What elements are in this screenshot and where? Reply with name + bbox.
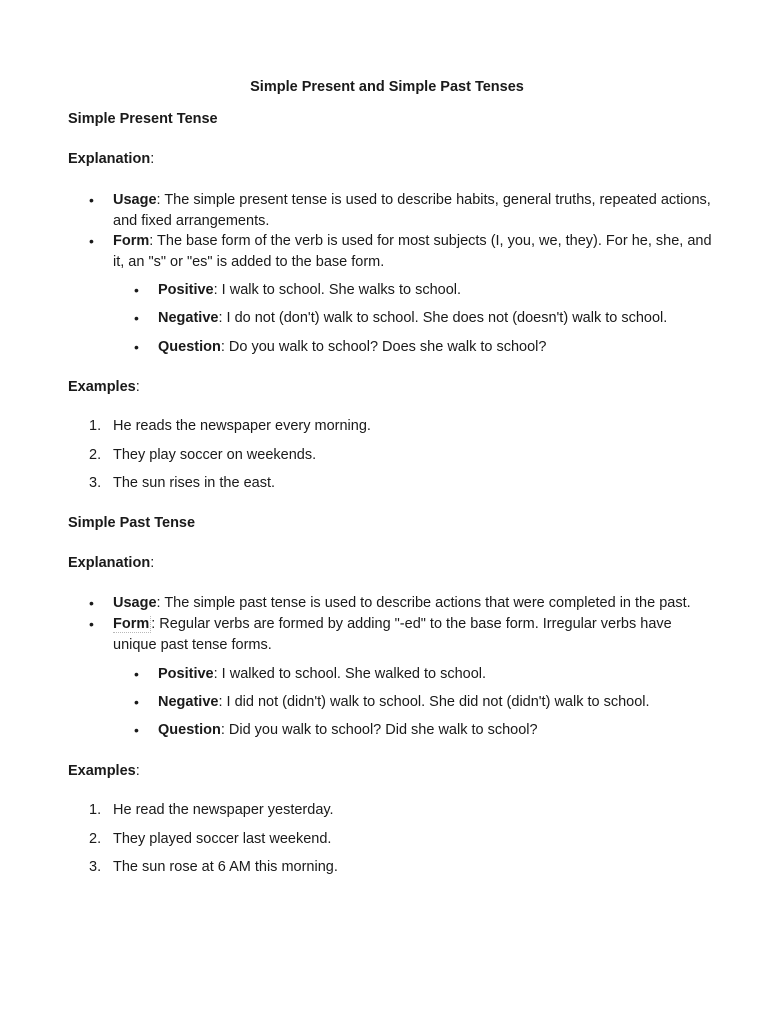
usage-text: : The simple present tense is used to describe habits, general truths, repeated actions, and fixed arrangements. <box>113 192 711 229</box>
example-number: 3. <box>89 859 102 875</box>
form-term: Form <box>113 233 150 249</box>
question-text: : Did you walk to school? Did she walk to school? <box>220 722 538 738</box>
sub-bullet-positive-present <box>158 281 718 299</box>
form-term: Form <box>113 616 150 632</box>
example-number: 2. <box>89 831 102 847</box>
colon: : <box>150 555 155 571</box>
example-text: They play soccer on weekends. <box>113 447 317 463</box>
question-term: Question <box>158 722 221 738</box>
usage-text: : The simple past tense is used to describe actions that were completed in the past. <box>156 595 691 611</box>
usage-term: Usage <box>113 595 157 611</box>
explanation-label-present <box>68 150 154 168</box>
negative-term: Negative <box>158 694 219 710</box>
example-item <box>89 417 371 435</box>
bullet-form-past <box>113 614 713 655</box>
explanation-term: Explanation <box>68 555 151 571</box>
example-text: They played soccer last weekend. <box>113 831 332 847</box>
examples-term: Examples <box>68 763 136 779</box>
example-text: He reads the newspaper every morning. <box>113 418 371 434</box>
example-number: 1. <box>89 418 102 434</box>
bullet-usage-past <box>113 593 713 614</box>
section-heading-past: Simple Past Tense <box>68 515 196 531</box>
positive-text: : I walked to school. She walked to school. <box>213 666 487 682</box>
examples-term: Examples <box>68 379 136 395</box>
example-text: The sun rose at 6 AM this morning. <box>113 859 338 875</box>
example-item <box>89 830 332 848</box>
negative-text: : I do not (don't) walk to school. She does not (doesn't) walk to school. <box>218 310 668 326</box>
bullet-form-present <box>113 231 713 272</box>
question-term: Question <box>158 339 221 355</box>
sub-bullet-negative-present <box>158 309 718 327</box>
negative-text: : I did not (didn't) walk to school. She did not (didn't) walk to school. <box>218 694 650 710</box>
colon: : <box>150 151 155 167</box>
example-item <box>89 446 317 464</box>
form-text: : The base form of the verb is used for most subjects (I, you, we, they). For he, she, and it, an "s" or "es" is added to the base form. <box>113 233 712 270</box>
explanation-label-past <box>68 554 154 572</box>
sub-bullet-negative-past <box>158 693 718 711</box>
example-item <box>89 858 338 876</box>
sub-bullet-question-present <box>158 338 718 356</box>
positive-term: Positive <box>158 282 214 298</box>
positive-text: : I walk to school. She walks to school. <box>213 282 462 298</box>
example-text: The sun rises in the east. <box>113 475 275 491</box>
example-number: 1. <box>89 802 102 818</box>
colon: : <box>135 763 140 779</box>
usage-term: Usage <box>113 192 157 208</box>
document-title: Simple Present and Simple Past Tenses <box>250 79 524 95</box>
example-text: He read the newspaper yesterday. <box>113 802 334 818</box>
examples-label-past <box>68 762 140 780</box>
explanation-term: Explanation <box>68 151 151 167</box>
form-text: : Regular verbs are formed by adding "-ed" to the base form. Irregular verbs have unique past tense forms. <box>113 616 672 653</box>
example-number: 3. <box>89 475 102 491</box>
negative-term: Negative <box>158 310 219 326</box>
bullet-usage-present <box>113 190 713 231</box>
example-item <box>89 801 334 819</box>
examples-label-present <box>68 378 140 396</box>
sub-bullet-positive-past <box>158 665 718 683</box>
example-number: 2. <box>89 447 102 463</box>
sub-bullet-question-past <box>158 721 718 739</box>
example-item <box>89 474 275 492</box>
question-text: : Do you walk to school? Does she walk to school? <box>220 339 547 355</box>
colon: : <box>135 379 140 395</box>
section-heading-present: Simple Present Tense <box>68 111 218 127</box>
positive-term: Positive <box>158 666 214 682</box>
